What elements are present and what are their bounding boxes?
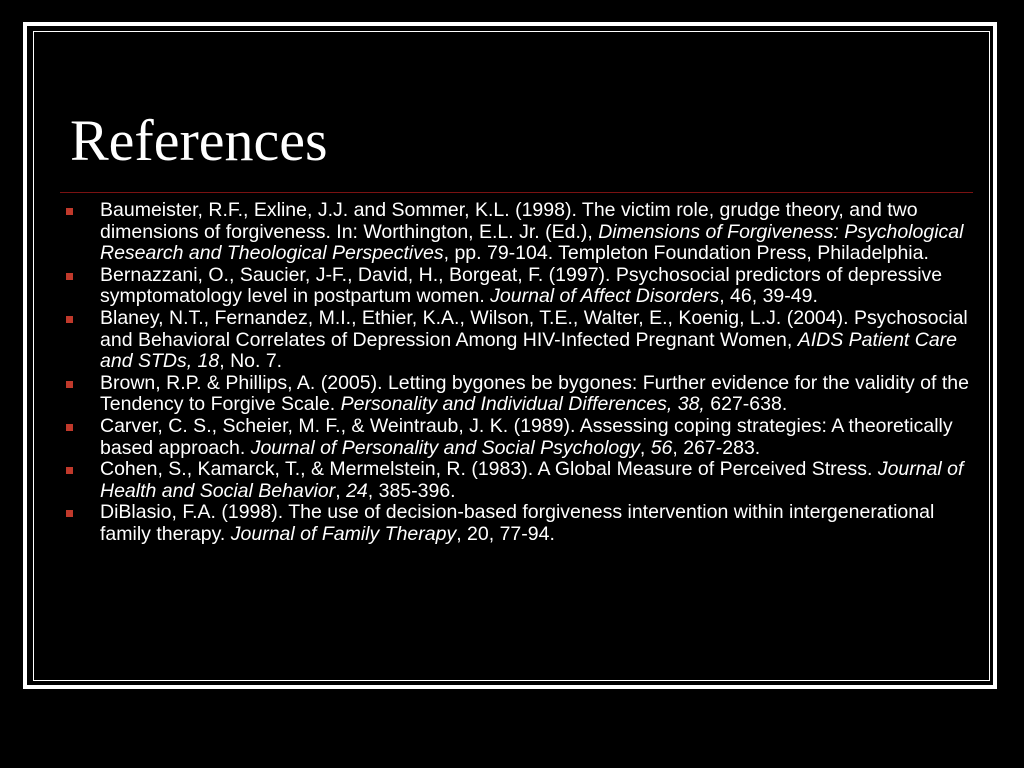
reference-text: , 385-396.: [367, 479, 456, 502]
reference-text: , No. 7.: [219, 350, 283, 373]
reference-item: [60, 502, 975, 545]
reference-item: [60, 459, 975, 502]
reference-source-text: Dimensions of Forgiveness: Psychological Research and Theological Perspectives: [100, 220, 964, 265]
reference-text: ,: [335, 479, 347, 502]
square-bullet-icon: [66, 316, 73, 323]
reference-text: Carver, C. S., Scheier, M. F., & Weintraub, J. K. (1989). Assessing coping strategies: A theoretically based approach.: [100, 414, 953, 459]
reference-text: , 20, 77-94.: [456, 522, 555, 545]
reference-item: [60, 308, 975, 373]
slide-title: References: [70, 108, 328, 173]
reference-text: DiBlasio, F.A. (1998). The use of decision-based forgiveness intervention within intergenerational family therapy.: [100, 501, 935, 545]
reference-source-text: Personality and Individual Differences, 38,: [340, 393, 705, 416]
reference-item: [60, 373, 975, 416]
reference-text: Bernazzani, O., Saucier, J-F., David, H., Borgeat, F. (1997). Psychosocial predictors of depressive symptomatology level in postpartum women.: [100, 263, 943, 308]
reference-text: Cohen, S., Kamarck, T., & Mermelstein, R. (1983). A Global Measure of Perceived Stress.: [100, 458, 878, 481]
reference-source-text: Journal of Family Therapy: [230, 522, 457, 545]
reference-text: , 267-283.: [672, 436, 761, 459]
reference-source-text: Journal of Personality and Social Psychology: [250, 436, 640, 459]
reference-source-text: Journal of Health and Social Behavior: [100, 458, 964, 502]
reference-text: Baumeister, R.F., Exline, J.J. and Sommer, K.L. (1998). The victim role, grudge theory, and two dimensions of forgiveness. In: Worthington, E.L. Jr. (Ed.),: [100, 199, 918, 243]
reference-text: Brown, R.P. & Phillips, A. (2005). Letting bygones be bygones: Further evidence for the validity of the Tendency to Forgive Scale.: [100, 371, 969, 416]
title-divider: [60, 192, 973, 193]
reference-text: ,: [639, 436, 651, 459]
reference-item: [60, 416, 975, 459]
square-bullet-icon: [66, 273, 73, 280]
square-bullet-icon: [66, 381, 73, 388]
reference-source-text: Journal of Affect Disorders: [490, 285, 720, 308]
square-bullet-icon: [66, 467, 73, 474]
reference-text: , 46, 39-49.: [719, 285, 818, 308]
square-bullet-icon: [66, 510, 73, 517]
reference-list: [60, 200, 975, 546]
square-bullet-icon: [66, 208, 73, 215]
reference-item: [60, 265, 975, 308]
reference-text: 627-638.: [704, 393, 788, 416]
reference-source-text: 24: [346, 479, 368, 502]
reference-text: Blaney, N.T., Fernandez, M.I., Ethier, K.A., Wilson, T.E., Walter, E., Koenig, L.J. (2004). Psychosocial and Behavioral Correlates of Depression Among HIV-Infected Pregnant Women,: [100, 306, 968, 351]
square-bullet-icon: [66, 424, 73, 431]
reference-source-text: 56: [650, 436, 673, 459]
reference-item: [60, 200, 975, 265]
reference-source-text: AIDS Patient Care and STDs, 18: [100, 328, 958, 373]
reference-text: , pp. 79-104. Templeton Foundation Press, Philadelphia.: [443, 242, 929, 265]
